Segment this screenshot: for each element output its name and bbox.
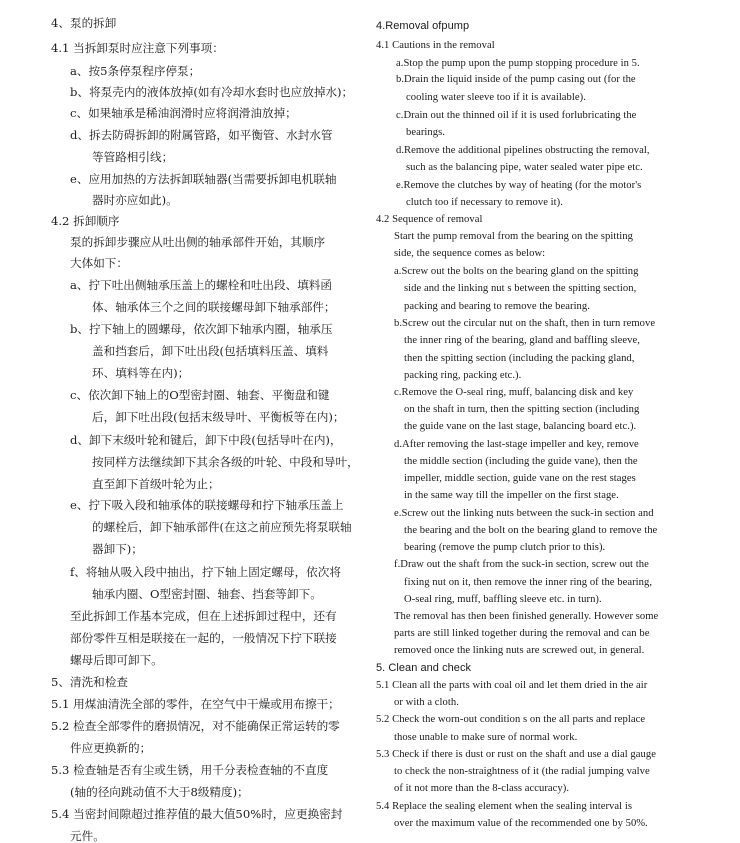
subsection-heading: 4.1 当拆卸泵时应注意下列事项： — [51, 41, 224, 55]
text-line: 5.4 Replace the sealing element when the sealing interval is — [376, 801, 632, 812]
text-line: bearings. — [406, 127, 445, 138]
text-line: parts are still linked together during the removal and can be — [394, 628, 650, 639]
section-heading: 5、清洗和检查 — [51, 675, 128, 689]
subsection-heading: 4.2 拆卸顺序 — [51, 214, 120, 228]
text-line: 元件。 — [70, 829, 105, 843]
text-line: or with a cloth. — [394, 697, 459, 708]
text-line: c、如果轴承是稀油润滑时应将润滑油放掉； — [70, 106, 297, 120]
text-line: a、按5条停泵程序停泵； — [70, 64, 201, 78]
text-line: 器卸下)； — [92, 542, 143, 556]
text-line: 部份零件互相是联接在一起的，一般情况下拧下联接 — [70, 631, 337, 645]
text-line: 5.4 当密封间隙超过推荐值的最大值50%时，应更换密封 — [51, 807, 343, 821]
text-line: c、依次卸下轴上的O型密封圈、轴套、平衡盘和键 — [70, 388, 330, 402]
text-line: a.Stop the pump upon the pump stopping procedure in 5. — [396, 58, 640, 69]
text-line: 按同样方法继续卸下其余各级的叶轮、中段和导叶， — [92, 455, 359, 469]
text-line: 泵的拆卸步骤应从吐出侧的轴承部件开始，其顺序 — [70, 235, 326, 249]
text-line: the middle section (including the guide vane), then the — [404, 456, 638, 467]
text-line: 后，卸下吐出段(包括末级导叶、平衡板等在内)； — [92, 410, 345, 424]
text-line: 5.2 检查全部零件的磨损情况，对不能确保正常运转的零 — [51, 719, 340, 733]
text-line: packing ring, packing etc.). — [404, 370, 522, 381]
text-line: (轴的径向跳动值不大于8级精度)； — [70, 785, 249, 799]
text-line: packing and bearing to remove the bearing. — [404, 301, 590, 312]
text-line: of it not more than the 8-class accuracy). — [394, 783, 570, 794]
text-line: the guide vane on the last stage, balancing board etc.). — [404, 421, 637, 432]
text-line: 5.1 用煤油清洗全部的零件，在空气中干燥或用布擦干； — [51, 697, 340, 711]
text-line: The removal has then been finished generally. However some — [394, 611, 659, 622]
text-line: then the spitting section (including the packing gland, — [404, 353, 635, 364]
text-line: b、将泵壳内的液体放掉(如有冷却水套时也应放掉水)； — [70, 85, 354, 99]
text-line: Start the pump removal from the bearing on the spitting — [394, 231, 633, 242]
text-line: fixing nut on it, then remove the inner ring of the bearing, — [404, 577, 653, 588]
text-line: cooling water sleeve too if it is available). — [406, 92, 586, 103]
text-line: 轴承内圈、O型密封圈、轴套、挡套等卸下。 — [92, 587, 322, 601]
text-line: e、应用加热的方法拆卸联轴器(当需要拆卸电机联轴 — [70, 172, 337, 186]
text-line: O-seal ring, muff, baffling sleeve etc. in turn). — [404, 594, 602, 605]
text-line: in the same way till the impeller on the first stage. — [404, 490, 619, 501]
text-line: 盖和挡套后，卸下吐出段(包括填料压盖、填料 — [92, 344, 329, 358]
text-line: bearing (remove the pump clutch prior to this). — [404, 542, 606, 553]
text-line: side and the linking nut s between the spitting section, — [404, 283, 637, 294]
text-line: on the shaft in turn, then the spitting section (including — [404, 404, 640, 415]
text-line: such as the balancing pipe, water sealed water pipe etc. — [406, 162, 643, 173]
text-line: 5.2 Check the worn-out condition s on the all parts and replace — [376, 714, 646, 725]
text-line: 件应更换新的； — [70, 741, 152, 755]
text-line: over the maximum value of the recommended one by 50%. — [394, 818, 648, 829]
text-line: removed once the linking nuts are screwed out, in general. — [394, 645, 645, 656]
subsection-heading: 4.2 Sequence of removal — [376, 214, 483, 225]
text-line: 螺母后即可卸下。 — [70, 653, 163, 667]
text-line: f.Draw out the shaft from the suck-in section, screw out the — [394, 559, 649, 570]
text-line: 直至卸下首级叶轮为止； — [92, 477, 220, 491]
text-line: d、卸下末级叶轮和键后，卸下中段(包括导叶在内)， — [70, 433, 342, 447]
text-line: side, the sequence comes as below: — [394, 248, 546, 259]
text-line: 至此拆卸工作基本完成，但在上述拆卸过程中，还有 — [70, 609, 337, 623]
text-line: 5.3 Check if there is dust or rust on the shaft and use a dial gauge — [376, 749, 656, 760]
text-line: d.Remove the additional pipelines obstructing the removal, — [396, 145, 650, 156]
text-line: a、拧下吐出侧轴承压盖上的螺栓和吐出段、填料函 — [70, 278, 332, 292]
text-line: d.After removing the last-stage impeller and key, remove — [394, 439, 639, 450]
text-line: d、拆去防碍拆卸的附属管路，如平衡管、水封水管 — [70, 128, 333, 142]
section-heading: 4.Removal ofpump — [376, 20, 470, 32]
text-line: clutch too if necessary to remove it). — [406, 197, 563, 208]
text-line: c.Drain out the thinned oil if it is used forlubricating the — [396, 110, 637, 121]
text-line: 环、填料等在内)； — [92, 366, 190, 380]
text-line: 器时亦应如此)。 — [92, 193, 178, 207]
text-line: e.Screw out the linking nuts between the suck-in section and — [394, 508, 654, 519]
text-line: the inner ring of the bearing, gland and baffling sleeve, — [404, 335, 640, 346]
text-line: to check the non-straightness of it (the radial jumping valve — [394, 766, 650, 777]
text-line: impeller, middle section, guide vane on the rest stages — [404, 473, 636, 484]
text-line: 体、轴承体三个之间的联接螺母卸下轴承部件； — [92, 300, 336, 314]
text-line: 5.3 检查轴是否有尘或生锈，用千分表检查轴的不直度 — [51, 763, 329, 777]
text-line: 等管路相引线； — [92, 150, 174, 164]
text-line: b、拧下轴上的圆螺母，依次卸下轴承内圈，轴承压 — [70, 322, 333, 336]
text-line: the bearing and the bolt on the bearing gland to remove the — [404, 525, 658, 536]
text-line: those unable to make sure of normal work. — [394, 732, 578, 743]
text-line: f、将轴从吸入段中抽出，拧下轴上固定螺母，依次将 — [70, 565, 341, 579]
text-line: e、拧下吸入段和轴承体的联接螺母和拧下轴承压盖上 — [70, 498, 344, 512]
text-line: 大体如下： — [70, 256, 128, 270]
text-line: 5.1 Clean all the parts with coal oil and let them dried in the air — [376, 680, 648, 691]
text-line: c.Remove the O-seal ring, muff, balancing disk and key — [394, 387, 634, 398]
text-line: b.Screw out the circular nut on the shaft, then in turn remove — [394, 318, 656, 329]
section-heading: 5. Clean and check — [376, 662, 472, 674]
text-line: 的螺栓后，卸下轴承部件(在这之前应预先将泵联轴 — [92, 520, 352, 534]
text-line: e.Remove the clutches by way of heating (for the motor's — [396, 180, 642, 191]
text-line: a.Screw out the bolts on the bearing gland on the spitting — [394, 266, 639, 277]
section-heading: 4、泵的拆卸 — [51, 16, 117, 30]
text-line: b.Drain the liquid inside of the pump casing out (for the — [396, 74, 636, 85]
subsection-heading: 4.1 Cautions in the removal — [376, 40, 495, 51]
